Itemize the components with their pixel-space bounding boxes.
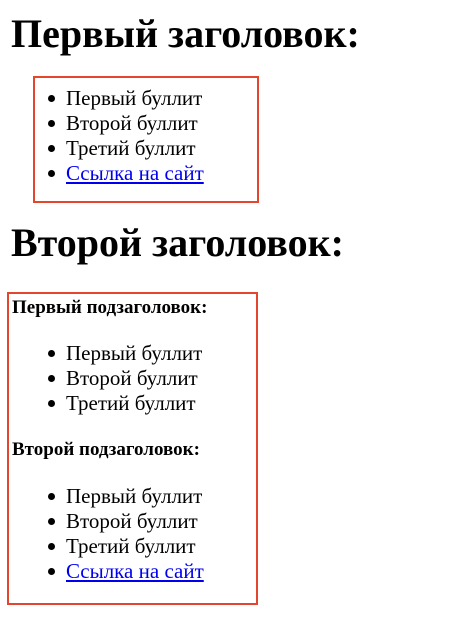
list-item-label: Второй буллит xyxy=(66,111,198,135)
site-link[interactable]: Ссылка на сайт xyxy=(66,559,204,583)
list-item xyxy=(34,136,204,161)
first-heading: Первый заголовок: xyxy=(11,11,360,56)
list-item xyxy=(34,391,202,416)
bullet-list-1 xyxy=(34,86,204,186)
list-item-label: Третий буллит xyxy=(66,391,196,415)
list-item-label: Третий буллит xyxy=(66,136,196,160)
list-item xyxy=(34,341,202,366)
second-subheading: Второй подзаголовок: xyxy=(12,439,200,460)
list-item-label: Третий буллит xyxy=(66,534,196,558)
list-item-label: Первый буллит xyxy=(66,484,203,508)
bullet-icon xyxy=(48,568,55,575)
list-item xyxy=(34,559,204,584)
list-item xyxy=(34,534,204,559)
bullet-icon xyxy=(48,145,55,152)
list-item xyxy=(34,509,204,534)
bullet-icon xyxy=(48,518,55,525)
bullet-icon xyxy=(48,493,55,500)
list-item xyxy=(34,484,204,509)
list-item-label: Второй буллит xyxy=(66,366,198,390)
list-item-label: Второй буллит xyxy=(66,509,198,533)
site-link[interactable]: Ссылка на сайт xyxy=(66,161,204,185)
list-item-label: Первый буллит xyxy=(66,86,203,110)
bullet-icon xyxy=(48,543,55,550)
first-subheading: Первый подзаголовок: xyxy=(12,297,208,318)
bullet-icon xyxy=(48,350,55,357)
second-heading: Второй заголовок: xyxy=(11,220,344,265)
list-item xyxy=(34,161,204,186)
list-item xyxy=(34,111,204,136)
list-item xyxy=(34,366,202,391)
bullet-icon xyxy=(48,120,55,127)
bullet-icon xyxy=(48,400,55,407)
list-item xyxy=(34,86,204,111)
bullet-icon xyxy=(48,95,55,102)
bullet-icon xyxy=(48,170,55,177)
bullet-list-2 xyxy=(34,341,202,416)
list-item-label: Первый буллит xyxy=(66,341,203,365)
bullet-icon xyxy=(48,375,55,382)
bullet-list-3 xyxy=(34,484,204,584)
